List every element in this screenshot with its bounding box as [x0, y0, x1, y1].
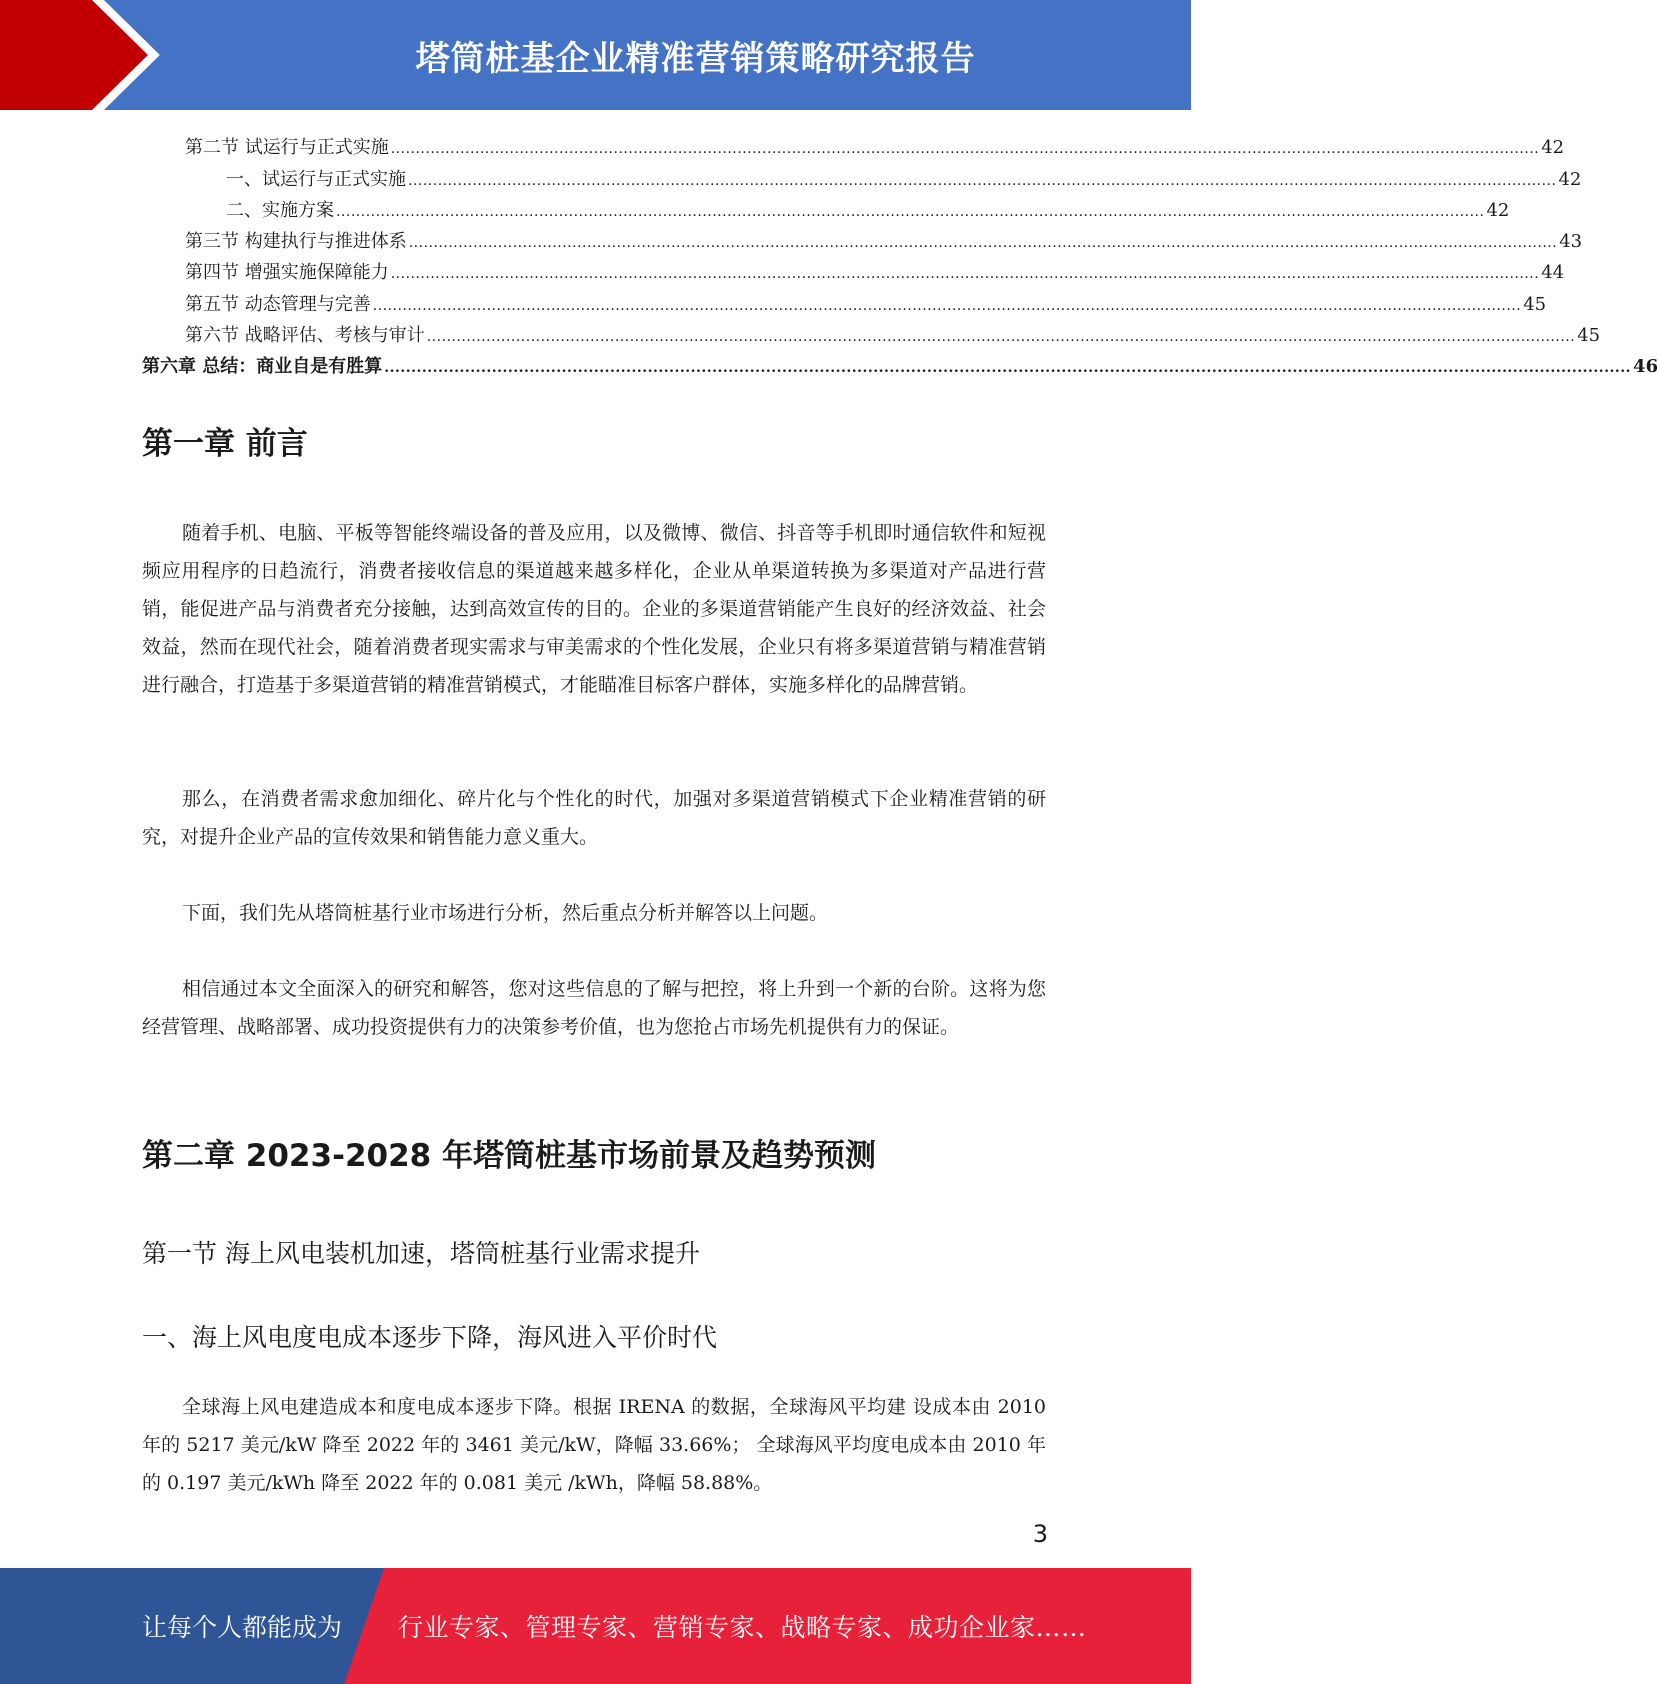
toc-leader: ........................................................................................................................................................................................................................................	[408, 172, 1557, 189]
section-heading: 第一节 海上风电装机加速，塔筒桩基行业需求提升	[142, 1239, 700, 1268]
toc-entry[interactable]	[142, 347, 1658, 378]
chapter-1-heading: 第一章 前言	[142, 426, 308, 462]
toc-entry-title: 第五节 动态管理与完善	[185, 293, 371, 315]
page-header	[0, 0, 1191, 110]
toc-entry[interactable]	[142, 316, 1601, 347]
toc-entry-page: 42	[1558, 168, 1582, 190]
toc-entry-title: 第二节 试运行与正式实施	[185, 137, 389, 159]
toc-leader: ........................................................................................................................................................................................................................................	[372, 297, 1522, 314]
subsection-heading: 一、海上风电度电成本逐步下降，海风进入平价时代	[142, 1323, 718, 1352]
toc-leader: ........................................................................................................................................................................................................................................	[384, 360, 1632, 377]
toc-entry-page: 43	[1559, 231, 1583, 253]
toc-entry[interactable]	[142, 222, 1583, 253]
page-number: 3	[1032, 1520, 1048, 1548]
toc-entry-page: 45	[1577, 325, 1601, 347]
toc-leader: ........................................................................................................................................................................................................................................	[426, 329, 1576, 346]
footer-slogan-left: 让每个人都能成为	[142, 1613, 343, 1642]
toc-entry-page: 46	[1633, 356, 1658, 378]
toc-entry-title: 第六章 总结：商业自是有胜算	[142, 356, 383, 378]
toc-entry[interactable]	[142, 284, 1547, 315]
toc-leader: ........................................................................................................................................................................................................................................	[336, 203, 1485, 220]
toc-entry[interactable]	[142, 128, 1565, 159]
toc-entry-page: 42	[1486, 199, 1510, 221]
chapter-2-heading: 第二章 2023-2028 年塔筒桩基市场前景及趋势预测	[142, 1138, 877, 1174]
toc-entry-title: 第四节 增强实施保障能力	[185, 262, 389, 284]
toc-entry[interactable]	[142, 159, 1582, 190]
toc-entry-page: 42	[1541, 137, 1565, 159]
paragraph: 全球海上风电建造成本和度电成本逐步下降。根据 IRENA 的数据，全球海风平均建 设成本由 2010 年的 5217 美元/kW 降至 2022 年的 3461 美元/kW，降幅 33.66%； 全球海风平均度电成本由 2010 年的 0.197 美元/kWh 降至 2022 年的 0.081 美元 /kWh，降幅 58.88%。	[142, 1396, 1046, 1494]
paragraph: 那么，在消费者需求愈加细化、碎片化与个性化的时代，加强对多渠道营销模式下企业精准营销的研究，对提升企业产品的宣传效果和销售能力意义重大。	[142, 788, 1046, 848]
toc-entry[interactable]	[142, 191, 1510, 222]
paragraph: 随着手机、电脑、平板等智能终端设备的普及应用，以及微博、微信、抖音等手机即时通信软件和短视频应用程序的日趋流行，消费者接收信息的渠道越来越多样化，企业从单渠道转换为多渠道对产品进行营销，能促进产品与消费者充分接触，达到高效宣传的目的。企业的多渠道营销能产生良好的经济效益、社会效益，然而在现代社会，随着消费者现实需求与审美需求的个性化发展，企业只有将多渠道营销与精准营销进行融合，打造基于多渠道营销的精准营销模式，才能瞄准目标客户群体，实施多样化的品牌营销。	[142, 522, 1046, 696]
toc-leader: ........................................................................................................................................................................................................................................	[390, 266, 1540, 283]
toc-leader: ........................................................................................................................................................................................................................................	[390, 141, 1540, 158]
paragraph: 下面，我们先从塔筒桩基行业市场进行分析，然后重点分析并解答以上问题。	[182, 902, 829, 924]
toc-entry-page: 45	[1523, 293, 1547, 315]
table-of-contents	[142, 128, 1658, 378]
toc-entry-title: 一、试运行与正式实施	[226, 168, 406, 190]
toc-leader: ........................................................................................................................................................................................................................................	[408, 235, 1558, 252]
toc-entry[interactable]	[142, 253, 1565, 284]
toc-entry-title: 第六节 战略评估、考核与审计	[185, 325, 425, 347]
toc-entry-page: 44	[1541, 262, 1565, 284]
header-title: 塔筒桩基企业精准营销策略研究报告	[415, 38, 976, 79]
toc-entry-title: 第三节 构建执行与推进体系	[185, 231, 407, 253]
footer-slogan-right: 行业专家、管理专家、营销专家、战略专家、成功企业家……	[398, 1613, 1087, 1642]
paragraph: 相信通过本文全面深入的研究和解答，您对这些信息的了解与把控，将上升到一个新的台阶。这将为您经营管理、战略部署、成功投资提供有力的决策参考价值，也为您抢占市场先机提供有力的保证。	[142, 978, 1046, 1038]
toc-entry-title: 二、实施方案	[226, 199, 334, 221]
page-footer	[0, 1568, 1191, 1684]
